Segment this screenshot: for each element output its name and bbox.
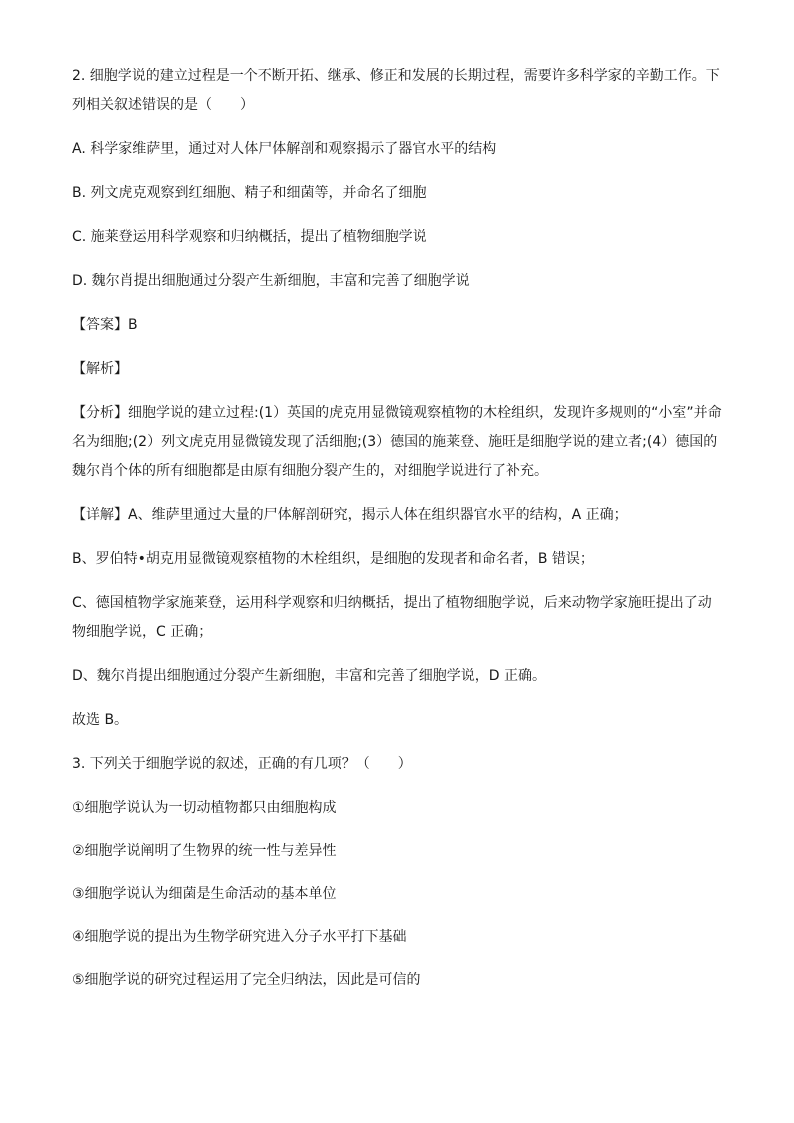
- detail-c: C、德国植物学家施莱登，运用科学观察和归纳概括，提出了植物细胞学说，后来动物学家施旺提出了动物细胞学说，C 正确；: [72, 595, 712, 640]
- analysis-paragraph: 【分析】细胞学说的建立过程:(1）英国的虎克用显微镜观察植物的木栓组织，发现许多规则的“小室”并命名为细胞;(2）列文虎克用显微镜发现了活细胞;(3）德国的施莱登、施旺是细胞学说的建立者;(4）德国的魏尔肖个体的所有细胞都是由原有细胞分裂产生的，对细胞学说进行了补充。: [72, 405, 722, 479]
- conclusion-line: 故选 B。: [72, 712, 129, 728]
- option-a: A. 科学家维萨里，通过对人体尸体解剖和观察揭示了器官水平的结构: [72, 141, 497, 157]
- option-c: C. 施莱登运用科学观察和归纳概括，提出了植物细胞学说: [72, 229, 427, 245]
- question-3-stem: 3. 下列关于细胞学说的叙述，正确的有几项？（ ）: [72, 756, 412, 772]
- option-d: D. 魏尔肖提出细胞通过分裂产生新细胞，丰富和完善了细胞学说: [72, 273, 470, 289]
- statement-4: ④细胞学说的提出为生物学研究进入分子水平打下基础: [72, 929, 407, 945]
- detail-b: B、罗伯特•胡克用显微镜观察植物的木栓组织，是细胞的发现者和命名者，B 错误；: [72, 551, 594, 567]
- detail-a: 【详解】A、维萨里通过大量的尸体解剖研究，揭示人体在组织器官水平的结构，A 正确；: [72, 507, 628, 523]
- statement-2: ②细胞学说阐明了生物界的统一性与差异性: [72, 843, 337, 859]
- statement-1: ①细胞学说认为一切动植物都只由细胞构成: [72, 800, 337, 816]
- question-2-stem: 2. 细胞学说的建立过程是一个不断开拓、继承、修正和发展的长期过程，需要许多科学家的辛勤工作。下列相关叙述错误的是（ ）: [72, 68, 720, 113]
- option-b: B. 列文虎克观察到红细胞、精子和细菌等，并命名了细胞: [72, 185, 427, 201]
- detail-d: D、魏尔肖提出细胞通过分裂产生新细胞，丰富和完善了细胞学说，D 正确。: [72, 668, 547, 684]
- statement-3: ③细胞学说认为细菌是生命活动的基本单位: [72, 886, 337, 902]
- answer-line: 【答案】B: [72, 317, 138, 333]
- document-page: [72, 62, 724, 1009]
- analysis-heading: 【解析】: [72, 361, 128, 377]
- statement-5: ⑤细胞学说的研究过程运用了完全归纳法，因此是可信的: [72, 972, 421, 988]
